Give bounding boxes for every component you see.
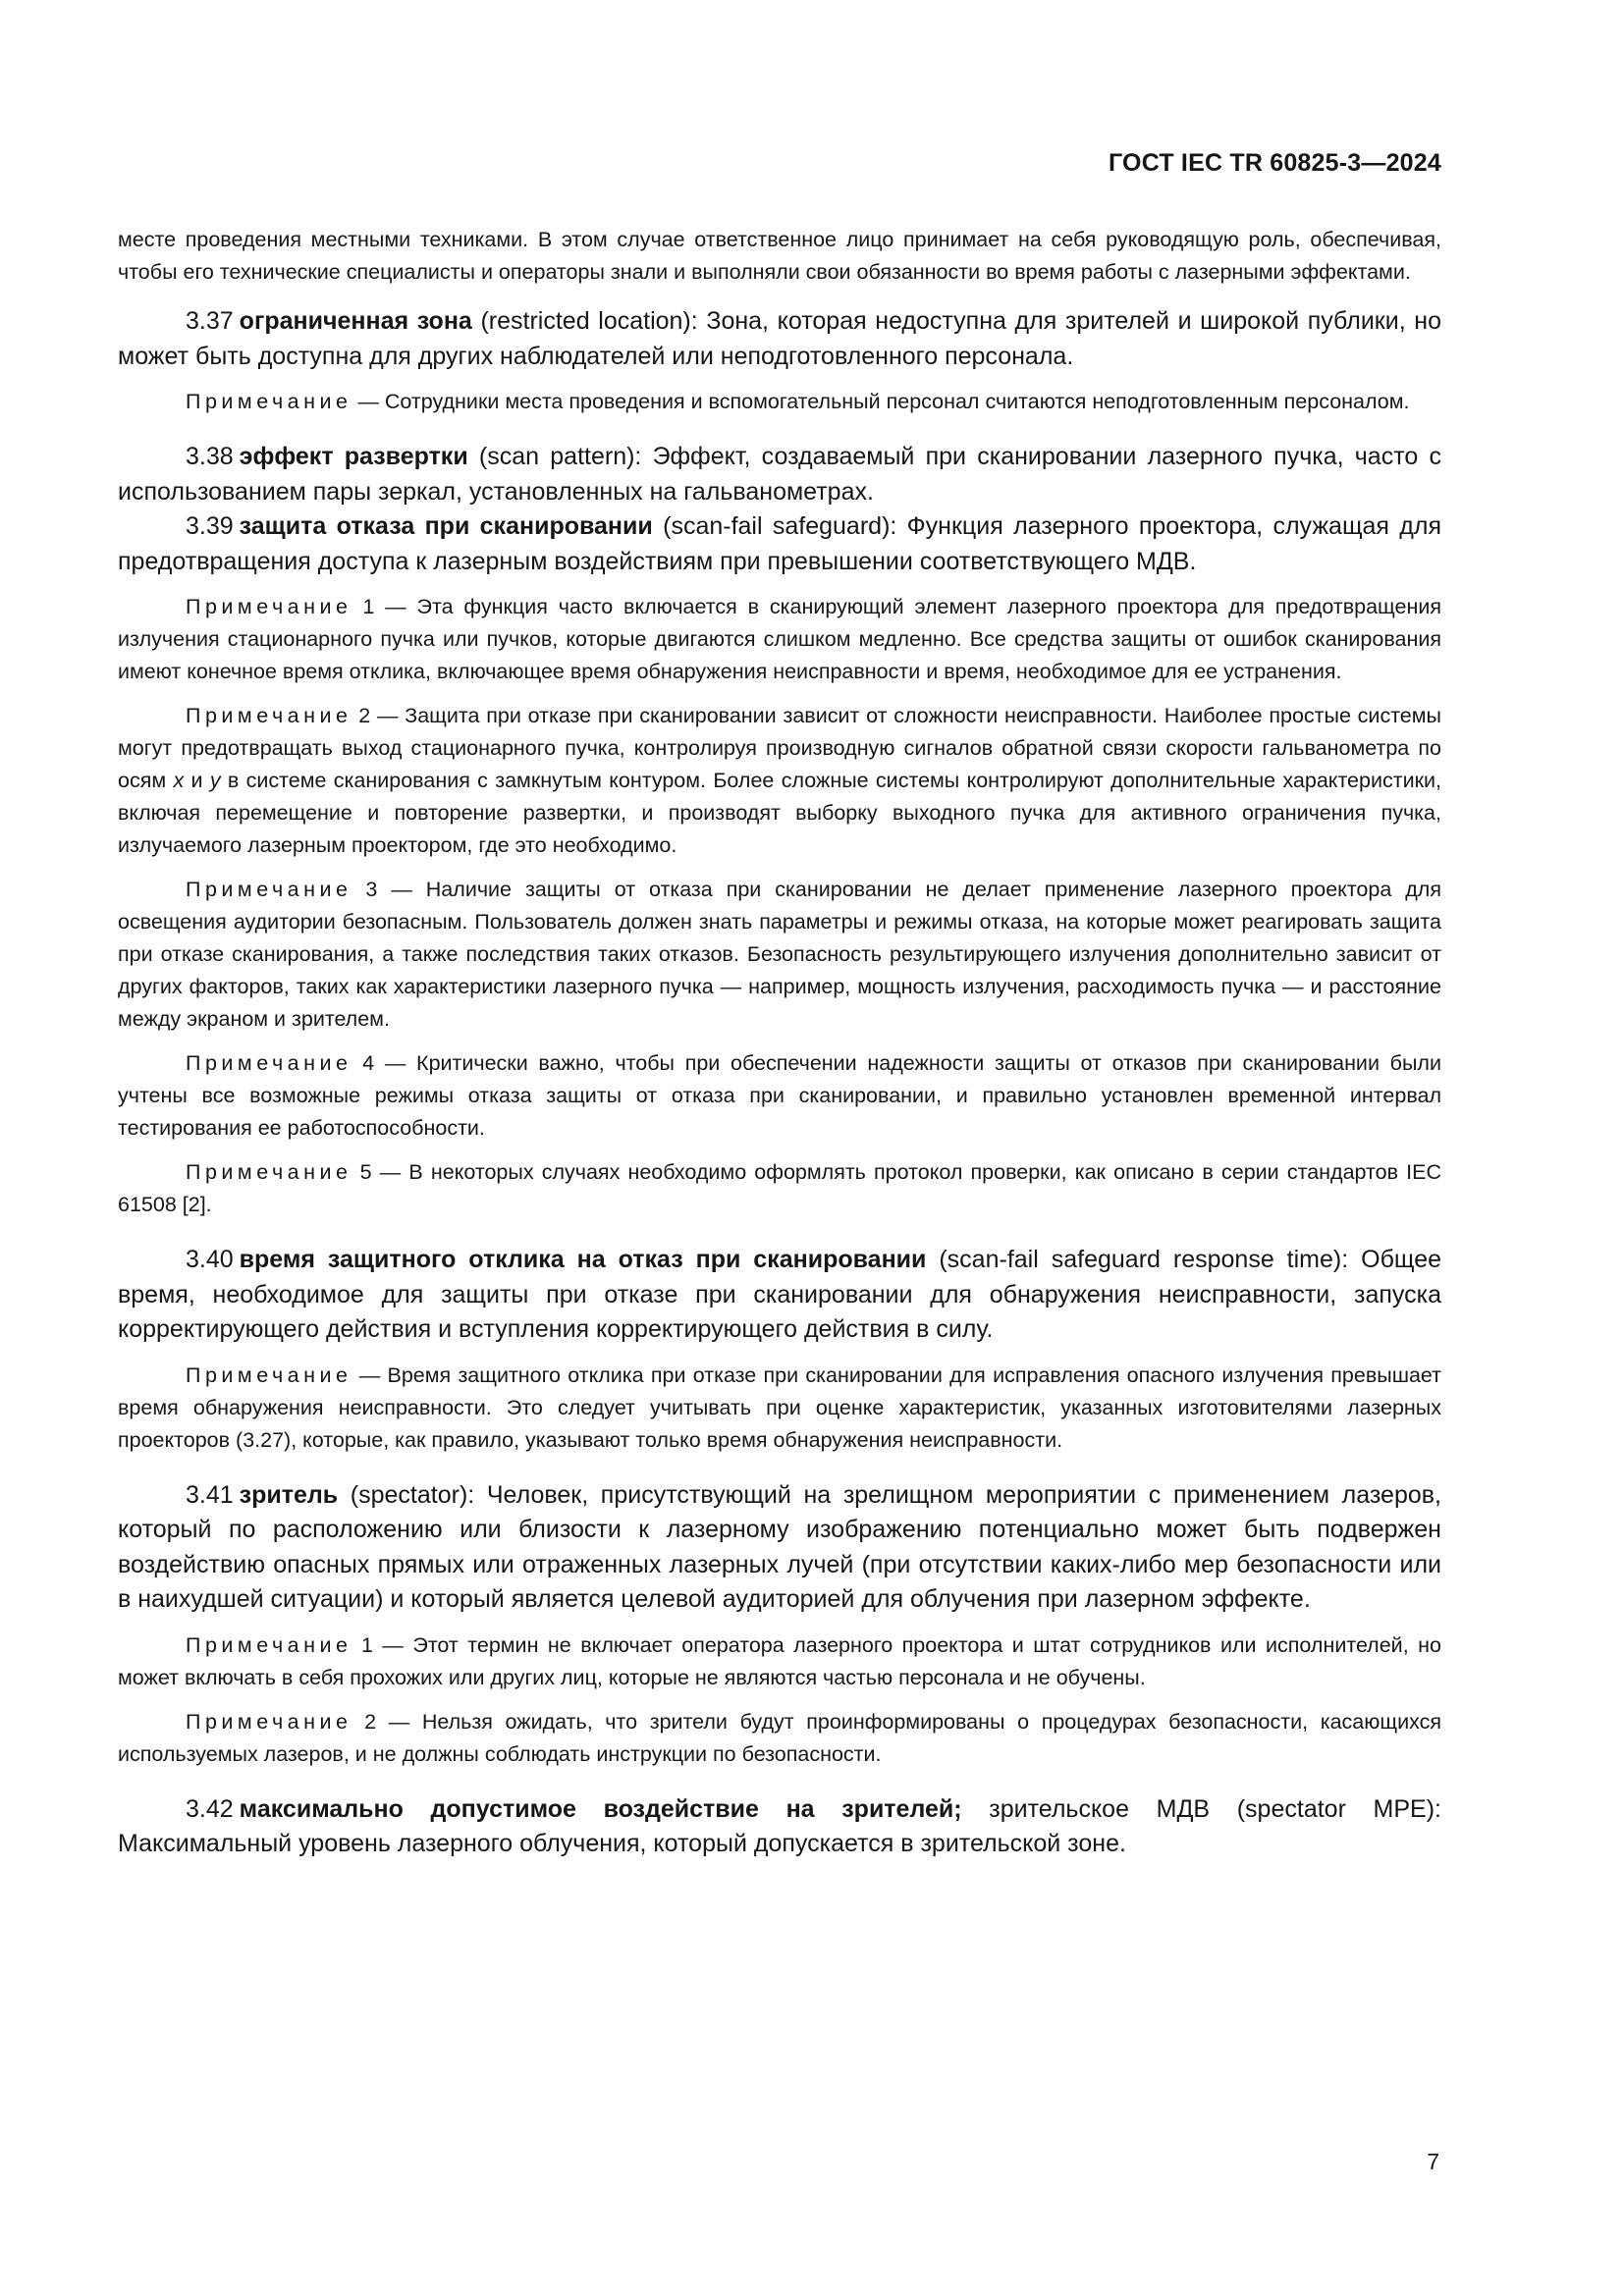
term-3-37: 3.37 ограниченная зона (restricted location): Зона, которая недоступна для зрителей и широкой публики, но может быть доступна для других наблюдателей или неподготовленного персонала. — [118, 307, 1441, 370]
note-3-41-2: Примечание 2 — Нельзя ожидать, что зрители будут проинформированы о процедурах безопасности, касающихся используемых лазеров, и не должны соблюдать инструкции по безопасности. — [118, 1709, 1441, 1766]
term-definition: (scan pattern): Эффект, создаваемый при сканировании лазерного пучка, часто с использованием пары зеркал, установленных на гальванометрах. — [118, 443, 1442, 506]
term-name: максимально допустимое воздействие на зрителей; — [239, 1794, 962, 1823]
note-3-39-4: Примечание 4 — Критически важно, чтобы при обеспечении надежности защиты от отказов при сканировании были учтены все возможные режимы отказа защиты от отказа при сканировании, и правильно установлен временной интервал тестирования ее работоспособности. — [118, 1051, 1441, 1140]
term-definition: (scan-fail safeguard response time): Общее время, необходимое для защиты при отказе при сканировании для обнаружения неисправности, запуска корректирующего действия и вступления корректирующего действия в силу. — [118, 1246, 1441, 1343]
axis-x-variable: x — [173, 769, 185, 792]
note-3-37: Примечание — Сотрудники места проведения и вспомогательный персонал считаются неподготовленным персоналом. — [186, 390, 1410, 413]
term-name: защита отказа при сканировании — [239, 512, 653, 540]
note-3-40: Примечание — Время защитного отклика при отказе при сканировании для исправления опасного излучения превышает время обнаружения неисправности. Это следует учитывать при оценке характеристик, указанных изготовителями лазерных проекторов (3.27), которые, как правило, указывают только время обнаружения неисправности. — [118, 1362, 1441, 1452]
term-definition: (scan-fail safeguard): Функция лазерного проектора, служащая для предотвращения доступа к лазерным воздействиям при превышении соответствующего МДВ. — [118, 512, 1442, 575]
page-number: 7 — [1427, 2149, 1439, 2174]
page-content — [118, 224, 1441, 1862]
term-definition: (spectator): Человек, присутствующий на зрелищном мероприятии с применением лазеров, который по расположению или близости к лазерному изображению потенциально может быть подвержен воздействию опасных прямых или отраженных лазерных лучей (при отсутствии каких-либо мер безопасности или в наихудшей ситуации) и который является целевой аудиторией для облучения при лазерном эффекте. — [118, 1480, 1441, 1613]
term-name: эффект развертки — [239, 443, 468, 470]
term-3-39: 3.39 защита отказа при сканировании (scan-fail safeguard): Функция лазерного проектора, служащая для предотвращения доступа к лазерным воздействиям при превышении соответствующего МДВ. — [118, 512, 1442, 575]
note-label: Примечание — [186, 1160, 352, 1184]
note-3-39-1: Примечание 1 — Эта функция часто включается в сканирующий элемент лазерного проектора для предотвращения излучения стационарного пучка или пучков, которые двигаются слишком медленно. Все средства защиты от ошибок сканирования имеют конечное время отклика, включающее время обнаружения неисправности и время, необходимое для ее устранения. — [118, 595, 1441, 683]
note-label: Примечание — [186, 1709, 352, 1734]
term-name: время защитного отклика на отказ при сканировании — [239, 1246, 927, 1273]
note-label: Примечание — [186, 595, 352, 618]
term-name: зритель — [239, 1480, 339, 1509]
term-3-41: 3.41 зритель (spectator): Человек, присутствующий на зрелищном мероприятии с применением лазеров, который по расположению или близости к лазерному изображению потенциально может быть подвержен воздействию опасных прямых или отраженных лазерных лучей (при отсутствии каких-либо мер безопасности или в наихудшей ситуации) и который является целевой аудиторией для облучения при лазерном эффекте. — [118, 1480, 1441, 1613]
term-definition: (restricted location): Зона, которая недоступна для зрителей и широкой публики, но может быть доступна для других наблюдателей или неподготовленного персонала. — [118, 307, 1441, 370]
term-3-42: 3.42 максимально допустимое воздействие на зрителей; зрительское МДВ (spectator MPE): Максимальный уровень лазерного облучения, который допускается в зрительской зоне. — [118, 1794, 1441, 1857]
note-label: Примечание — [186, 1362, 352, 1387]
intro-paragraph: месте проведения местными техниками. В этом случае ответственное лицо принимает на себя руководящую роль, обеспечивая, чтобы его технические специалисты и операторы знали и выполняли свои обязанности во время работы с лазерными эффектами. — [118, 228, 1441, 284]
note-label: Примечание — [186, 878, 352, 901]
document-code-header: ГОСТ IEC TR 60825-3—2024 — [1109, 149, 1441, 177]
note-3-41-1: Примечание 1 — Этот термин не включает оператора лазерного проектора и штат сотрудников или исполнителей, но может включать в себя прохожих или других лиц, которые не являются частью персонала и не обучены. — [118, 1632, 1441, 1689]
term-3-38: 3.38 эффект развертки (scan pattern): Эффект, создаваемый при сканировании лазерного пучка, часто с использованием пары зеркал, установленных на гальванометрах. — [118, 443, 1442, 506]
term-3-40: 3.40 время защитного отклика на отказ при сканировании (scan-fail safeguard response time): Общее время, необходимое для защиты при отказе при сканировании для обнаружения неисправности, запуска корректирующего действия и вступления корректирующего действия в силу. — [118, 1246, 1441, 1343]
note-3-39-5: Примечание 5 — В некоторых случаях необходимо оформлять протокол проверки, как описано в серии стандартов IEC 61508 [2]. — [118, 1160, 1441, 1216]
term-name: ограниченная зона — [239, 307, 472, 335]
note-3-39-3: Примечание 3 — Наличие защиты от отказа при сканировании не делает применение лазерного проектора для освещения аудитории безопасным. Пользователь должен знать параметры и режимы отказа, на которые может реагировать защита при отказе сканирования, а также последствия таких отказов. Безопасность результирующего излучения дополнительно зависит от других факторов, таких как характеристики лазерного пучка — например, мощность излучения, расходимость пучка — и расстояние между экраном и зрителем. — [118, 878, 1441, 1031]
note-label: Примечание — [186, 1632, 352, 1657]
note-label: Примечание — [186, 704, 352, 727]
note-label: Примечание — [186, 390, 352, 413]
term-definition: зрительское МДВ (spectator MPE): Максимальный уровень лазерного облучения, который допускается в зрительской зоне. — [118, 1794, 1441, 1857]
note-3-39-2: Примечание 2 — Защита при отказе при сканировании зависит от сложности неисправности. Наиболее простые системы могут предотвращать выход стационарного пучка, контролируя производную сигналов обратной связи скорости гальванометра по осям x и y в системе сканирования с замкнутым контуром. Более сложные системы контролируют дополнительные характеристики, включая перемещение и повторение развертки, и производят выборку выходного пучка для активного ограничения пучка, излучаемого лазерным проектором, где это необходимо. — [118, 704, 1441, 857]
axis-y-variable: y — [209, 769, 221, 792]
note-label: Примечание — [186, 1051, 352, 1075]
